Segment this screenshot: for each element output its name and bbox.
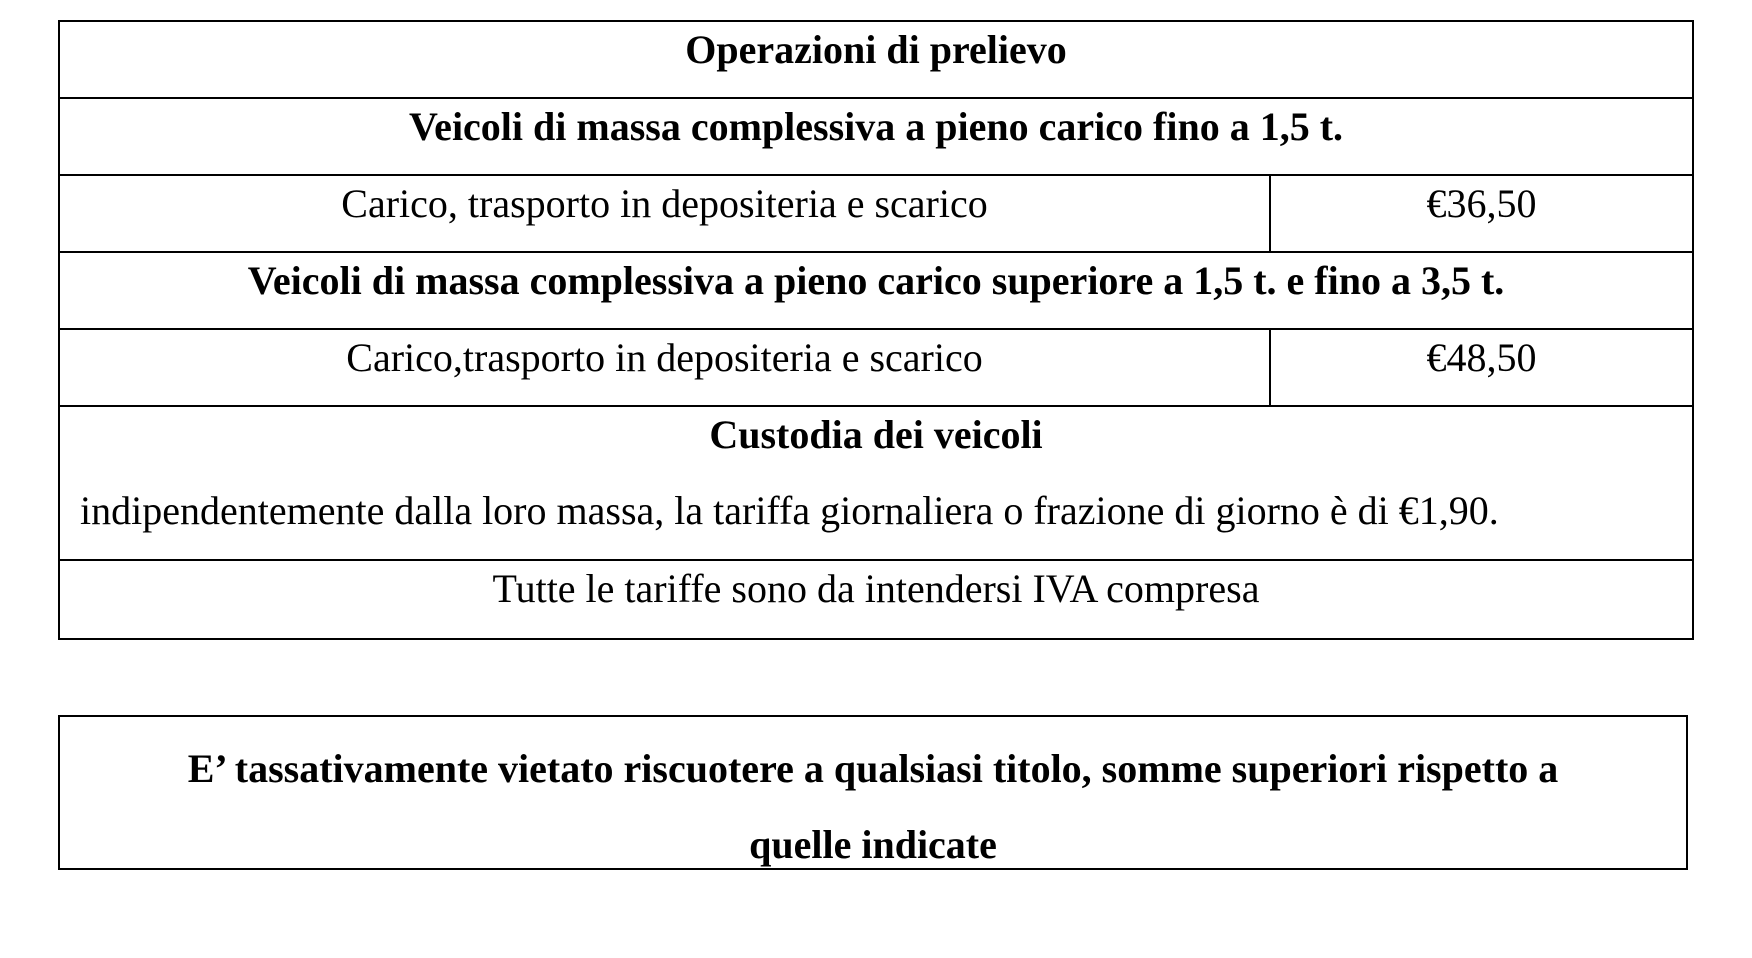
rates-table (58, 20, 1694, 640)
footer-row (60, 561, 1692, 638)
custody-row (60, 407, 1692, 561)
section1-item-price: €36,50 (1426, 181, 1537, 226)
table-title-row (60, 22, 1692, 99)
notice-box (58, 715, 1688, 870)
custody-heading: Custodia dei veicoli (709, 412, 1043, 457)
section2-heading: Veicoli di massa complessiva a pieno carico superiore a 1,5 t. e fino a 3,5 t. (247, 258, 1505, 303)
section1-heading: Veicoli di massa complessiva a pieno carico fino a 1,5 t. (408, 104, 1344, 149)
notice-line-2: quelle indicate (749, 822, 997, 867)
section2-item-price: €48,50 (1426, 335, 1537, 380)
table-title: Operazioni di prelievo (685, 27, 1067, 72)
section2-item-label: Carico,trasporto in depositeria e scarico (60, 330, 1271, 405)
custody-text: indipendentemente dalla loro massa, la tariffa giornaliera o frazione di giorno è di €1,90. (80, 488, 1499, 533)
section1-item-label: Carico, trasporto in depositeria e scarico (60, 176, 1271, 251)
section2-heading-row (60, 253, 1692, 330)
section1-heading-row (60, 99, 1692, 176)
section2-item-row (60, 330, 1692, 407)
section1-item-row (60, 176, 1692, 253)
vat-note: Tutte le tariffe sono da intendersi IVA compresa (492, 566, 1260, 611)
notice-line-1: E’ tassativamente vietato riscuotere a qualsiasi titolo, somme superiori rispetto a (187, 746, 1559, 791)
